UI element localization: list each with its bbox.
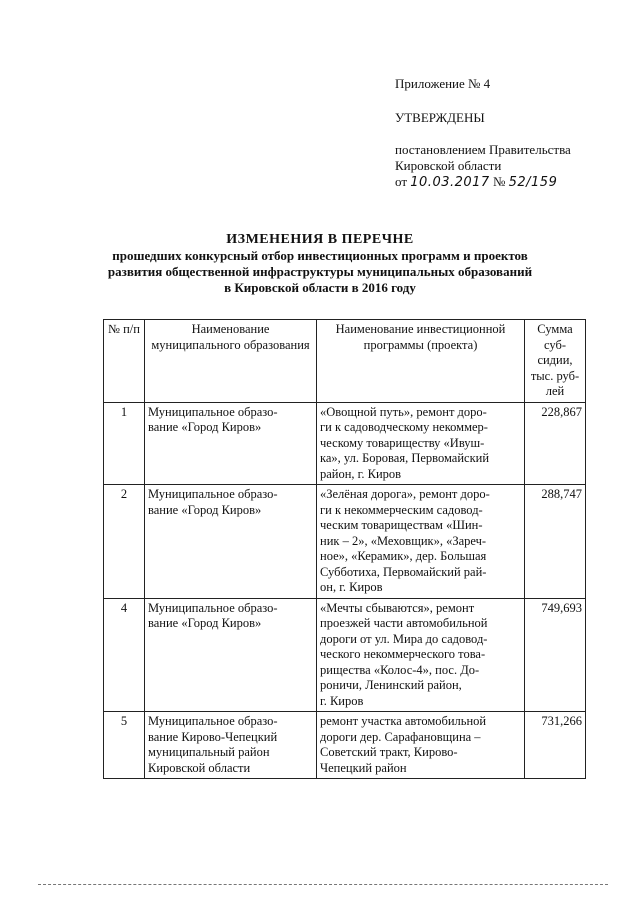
row-municipality: Муниципальное образо- вание «Город Киров» bbox=[145, 485, 317, 599]
document-title bbox=[60, 232, 580, 296]
approved-label: УТВЕРЖДЕНЫ bbox=[395, 110, 485, 125]
page-bottom-divider bbox=[38, 884, 608, 885]
decree-line-1: постановлением Правительства bbox=[395, 142, 571, 157]
number-prefix: № bbox=[492, 174, 506, 189]
title-line-3: развития общественной инфраструктуры муниципальных образований bbox=[107, 264, 533, 279]
row-sum: 749,693 bbox=[525, 598, 586, 712]
handwritten-date: 10.03.2017 bbox=[410, 175, 490, 190]
approval-block bbox=[395, 76, 625, 191]
row-sum: 288,747 bbox=[525, 485, 586, 599]
title-line-2: прошедших конкурсный отбор инвестиционных программ и проектов bbox=[112, 248, 528, 263]
table-row bbox=[104, 402, 586, 485]
row-num: 4 bbox=[104, 598, 145, 712]
title-line-4: в Кировской области в 2016 году bbox=[224, 280, 416, 295]
programs-table bbox=[103, 319, 586, 779]
row-sum: 731,266 bbox=[525, 712, 586, 779]
row-program: ремонт участка автомобильной дороги дер. Сарафановщина – Советский тракт, Кирово- Чепецкий район bbox=[317, 712, 525, 779]
title-line-1: ИЗМЕНЕНИЯ В ПЕРЕЧНЕ bbox=[226, 232, 414, 247]
header-municipality: Наименование муниципального образования bbox=[145, 320, 317, 403]
table-row bbox=[104, 598, 586, 712]
row-program: «Овощной путь», ремонт доро- ги к садоводческому некоммер- ческому товариществу «Ивуш- ка», ул. Боровая, Первомайский район, г. Киров bbox=[317, 402, 525, 485]
table-header-row bbox=[104, 320, 586, 403]
row-program: «Мечты сбываются», ремонт проезжей части автомобильной дороги от ул. Мира до садовод- ческого некоммерческого това- рищества «Колос-4», пос. До- роничи, Ленинский район, г. Киров bbox=[317, 598, 525, 712]
header-num: № п/п bbox=[104, 320, 145, 403]
row-num: 1 bbox=[104, 402, 145, 485]
decree-date-number bbox=[395, 174, 625, 191]
row-sum: 228,867 bbox=[525, 402, 586, 485]
date-prefix: от bbox=[395, 174, 408, 189]
row-municipality: Муниципальное образо- вание «Город Киров» bbox=[145, 598, 317, 712]
row-num: 5 bbox=[104, 712, 145, 779]
header-program: Наименование инвестиционной программы (проекта) bbox=[317, 320, 525, 403]
row-num: 2 bbox=[104, 485, 145, 599]
table-row bbox=[104, 485, 586, 599]
row-municipality: Муниципальное образо- вание Кирово-Чепецкий муниципальный район Кировской области bbox=[145, 712, 317, 779]
row-municipality: Муниципальное образо- вание «Город Киров» bbox=[145, 402, 317, 485]
header-sum: Сумма суб- сидии, тыс. руб- лей bbox=[525, 320, 586, 403]
row-program: «Зелёная дорога», ремонт доро- ги к некоммерческим садовод- ческим товариществам «Шин- ник – 2», «Меховщик», «Зареч- ное», «Керамик», дер. Большая Субботиха, Первомайский рай- он, г. Киров bbox=[317, 485, 525, 599]
appendix-label: Приложение № 4 bbox=[395, 76, 491, 91]
handwritten-number: 52/159 bbox=[508, 175, 558, 190]
decree-line-2: Кировской области bbox=[395, 158, 502, 173]
table-row bbox=[104, 712, 586, 779]
